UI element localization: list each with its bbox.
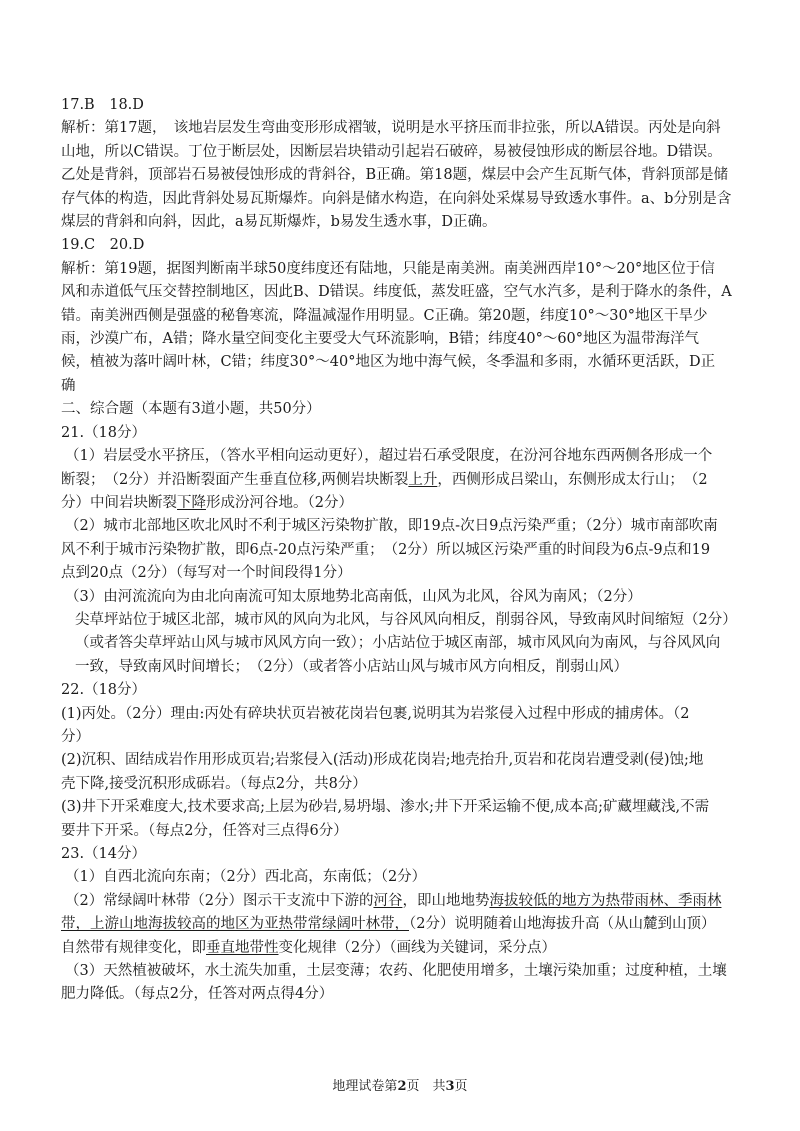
total-pages: 3 — [445, 1079, 455, 1094]
q23-part3-line: 肥力降低。（每点2分，任答对两点得4分） — [61, 986, 334, 1003]
q22-part2-line: (2)沉积、固结成岩作用形成页岩;岩浆侵入(活动)形成花岗岩;地壳抬升,页岩和花岗岩遭受剥(侵)蚀;地 — [61, 752, 704, 769]
answer-content — [61, 94, 739, 1007]
analysis-line: 雨，沙漠广布，A错；降水量空间变化主要受大气环流影响，B错；纬度40°～60°地区为温带海洋气 — [61, 331, 700, 348]
analysis-line: 山地，所以C错误。丁位于断层处，因断层岩块错动引起岩石破碎，易被侵蚀形成的断层谷地。D错误。 — [61, 143, 722, 160]
analysis-line: 煤层的背斜和向斜，因此，a易瓦斯爆炸，b易发生透水事，D正确。 — [61, 214, 497, 231]
question-23-heading: 23.（14分） — [61, 846, 147, 862]
analysis-line: 解析：第19题，据图判断南半球50度纬度还有陆地，只能是南美洲。南美洲西岸10°～20°地区位于信 — [61, 260, 715, 277]
keyword-underline: 河谷 — [373, 892, 403, 909]
question-22-heading: 22.（18分） — [61, 682, 147, 699]
keyword-underline: 垂直地带性 — [206, 939, 279, 956]
question-21-heading: 21.（18分） — [61, 424, 147, 441]
analysis-line: 错。南美洲西侧是强盛的秘鲁寒流，降温减湿作用明显。C正确。第20题，纬度10°～30°地区干旱少 — [61, 307, 708, 324]
analysis-line: 存气体的构造，因此背斜处易瓦斯爆炸。向斜是储水构造，在向斜处采煤易导致透水事件。a、b分别是含 — [61, 190, 732, 207]
answer-19-20: 19.C 20.D — [61, 237, 145, 254]
q22-part1-line: (1)丙处。（2分）理由:丙处有碎块状页岩被花岗岩包裹,说明其为岩浆侵入过程中形成的捕虏体。（2 — [61, 705, 690, 722]
q23-part2-line: 带，上游山地海拔较高的地区为亚热带常绿阔叶林带，（2分）说明随着山地海拔升高（从山麓到山顶） — [61, 916, 716, 933]
q21-part3-line: 一致，导致南风时间增长； （2分）（或者答小店站山风与城市风方向相反，削弱山风） — [75, 658, 628, 675]
q21-part2-line: 风不利于城市污染物扩散，即6点-20点污染严重； （2分）所以城区污染严重的时间段为6点-9点和19 — [61, 541, 711, 558]
q23-part3-line: （3）天然植被破坏，水土流失加重，土层变薄；农药、化肥使用增多，土壤污染加重；过度种植，土壤 — [65, 963, 727, 980]
section-heading: 二、综合题（本题有3道小题，共50分） — [61, 401, 321, 418]
analysis-line: 风和赤道低气压交替控制地区，因此B、D错误。纬度低，蒸发旺盛，空气水汽多，是利于降水的条件，A — [61, 284, 732, 301]
q23-part2-line: （2）常绿阔叶林带（2分）图示干支流中下游的河谷，即山地地势海拔较低的地方为热带雨林、季雨林 — [65, 892, 722, 909]
q23-part2-line: 自然带有规律变化，即垂直地带性变化规律（2分）（画线为关键词，采分点） — [61, 939, 556, 956]
page-footer: 地理试卷第2页 共3页 — [332, 1079, 468, 1094]
q21-part3-line: （3）由河流流向为由北向南流可知太原地势北高南低，山风为北风，谷风为南风；（2分） — [65, 588, 642, 605]
keyword-underline: 带，上游山地海拔较高的地区为亚热带常绿阔叶林带， — [61, 916, 409, 933]
q21-part1-line: 分）中间岩块断裂下降形成汾河谷地。（2分） — [61, 494, 353, 511]
q21-part1-line: （1）岩层受水平挤压，（答水平相向运动更好），超过岩石承受限度，在汾河谷地东西两侧各形成一个 — [65, 448, 713, 465]
keyword-underline: 海拔较低的地方为热带雨林、季雨林 — [489, 892, 722, 909]
q23-part1-line: （1）自西北流向东南；（2分）西北高，东南低；（2分） — [65, 869, 427, 886]
analysis-line: 乙处是背斜，顶部岩石易被侵蚀形成的背斜谷，B正确。第18题，煤层中会产生瓦斯气体，背斜顶部是储 — [61, 167, 729, 184]
keyword-underline: 下降 — [177, 494, 206, 511]
q22-part2-line: 壳下降,接受沉积形成砾岩。（每点2分，共8分） — [61, 775, 367, 792]
q22-part1-line: 分） — [61, 728, 90, 745]
page-number: 2 — [397, 1079, 407, 1094]
answer-17-18: 17.B 18.D — [61, 97, 144, 113]
q21-part2-line: 点到20点（2分）（每写对一个时间段得1分） — [61, 565, 352, 582]
q21-part3-line: 尖草坪站位于城区北部，城市风的风向为北风，与谷风风向相反，削弱谷风，导致南风时间缩短（2分） — [75, 611, 737, 628]
analysis-line: 确 — [61, 377, 76, 394]
keyword-underline: 上升 — [408, 471, 438, 488]
analysis-line: 候，植被为落叶阔叶林，C错；纬度30°～40°地区为地中海气候，冬季温和多雨，水循环更活跃，D正 — [61, 354, 716, 371]
q22-part3-line: 要井下开采。（每点2分，任答对三点得6分） — [61, 822, 348, 839]
q21-part3-line: （或者答尖草坪站山风与城市风风方向一致）；小店站位于城区南部，城市风风向为南风，与谷风风向 — [75, 635, 721, 652]
q22-part3-line: (3)井下开采难度大,技术要求高;上层为砂岩,易坍塌、渗水;井下开采运输不便,成本高;矿藏埋藏浅,不需 — [61, 799, 710, 816]
analysis-line: 解析：第17题， 该地岩层发生弯曲变形形成褶皱，说明是水平挤压而非拉张，所以A错误。丙处是向斜 — [61, 120, 721, 137]
q21-part2-line: （2）城市北部地区吹北风时不利于城区污染物扩散，即19点-次日9点污染严重；（2分）城市南部吹南 — [65, 518, 718, 535]
q21-part1-line: 断裂； （2分）并沿断裂面产生垂直位移,两侧岩块断裂上升，西侧形成吕梁山，东侧形成太行山； （2 — [61, 471, 708, 488]
